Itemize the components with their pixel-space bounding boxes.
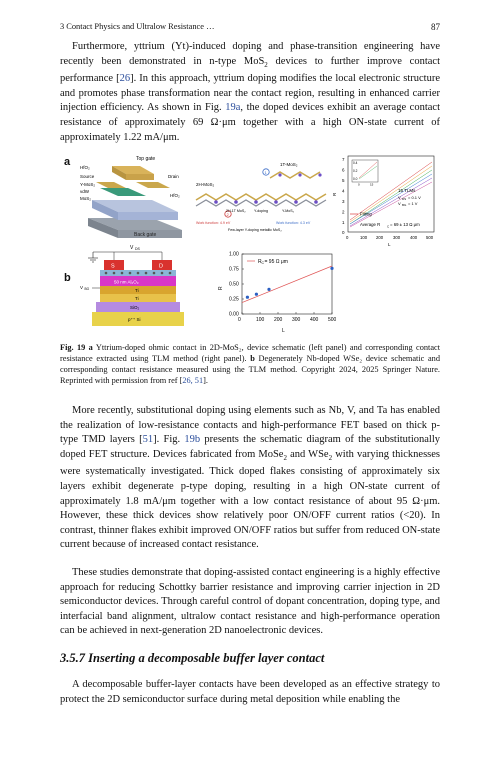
svg-text:300: 300 bbox=[393, 235, 401, 240]
legend-value: = 95 Ω μm bbox=[264, 258, 288, 265]
caption-citation-link[interactable]: 26, 51 bbox=[182, 376, 204, 385]
label-mos2: MoS₂ bbox=[80, 196, 91, 201]
svg-text:DS: DS bbox=[135, 247, 140, 251]
panel-a-legend-vbg: V bbox=[398, 201, 401, 206]
label-y-doping: Y-doping bbox=[254, 209, 269, 213]
svg-text:100: 100 bbox=[360, 235, 368, 240]
svg-text:0.4: 0.4 bbox=[353, 161, 358, 165]
panel-a-tlm-plot bbox=[332, 152, 438, 248]
data-point bbox=[255, 293, 258, 296]
label-ti-1: Ti bbox=[135, 288, 139, 293]
svg-text:0: 0 bbox=[358, 182, 360, 187]
figure-link[interactable]: 19a bbox=[225, 102, 241, 114]
svg-text:500: 500 bbox=[426, 235, 434, 240]
figure-19 bbox=[60, 150, 440, 336]
svg-text:0.2: 0.2 bbox=[353, 169, 358, 173]
panel-a-label: a bbox=[64, 156, 71, 168]
label-few-layer: Few-layer Y-doping metallic MoS₂ bbox=[228, 228, 282, 232]
svg-text:DS: DS bbox=[402, 197, 407, 201]
paragraph-1: Furthermore, yttrium (Yt)-induced doping and phase-transition engineering have recently been demonstrated in n-type MoS$_2$ devices to further improve contact performance [26]. In this approach, yttrium doping modifies the local electronic structure and promotes phase transformation near the contact region, resulting in enhanced carrier injection efficiency. As shown in Fig. 19a, the doped devices exhibit an average contact resistance of approximately 69 Ω·μm together with a high ON-state current of approximately 1.22 mA/μm. bbox=[60, 41, 441, 143]
chart-marks bbox=[229, 252, 336, 323]
figure-link-19b[interactable]: 19b bbox=[184, 434, 201, 446]
svg-text:7: 7 bbox=[342, 157, 345, 162]
y-tick-label: 1.00 bbox=[229, 251, 239, 258]
label-ti-2: Ti bbox=[135, 296, 139, 301]
panel-a-average-label: Average R bbox=[360, 222, 381, 227]
svg-text:2: 2 bbox=[342, 209, 345, 215]
label-vbg: V bbox=[80, 285, 84, 290]
legend-symbol: R bbox=[258, 258, 262, 265]
x-tick-label: 300 bbox=[292, 317, 301, 323]
wse2-lattice bbox=[105, 272, 172, 275]
label-top-gate: Top gate bbox=[136, 156, 156, 162]
panel-a-y-axis-label: R bbox=[332, 192, 337, 196]
label-source: Source bbox=[80, 174, 95, 179]
x-tick-label: 400 bbox=[310, 317, 319, 323]
label-vds: V bbox=[130, 245, 134, 251]
label-ymos2: Y-MoS₂ bbox=[80, 182, 96, 187]
panel-b-label: b bbox=[64, 272, 71, 284]
svg-text:15: 15 bbox=[370, 182, 374, 187]
panel-b-device-schematic bbox=[78, 242, 198, 336]
circle-marker-1: 1 bbox=[264, 169, 267, 175]
svg-text:3: 3 bbox=[342, 199, 345, 204]
panel-a-x-ticks bbox=[346, 235, 434, 240]
svg-text:0: 0 bbox=[346, 235, 349, 240]
chart-x-axis-label: L bbox=[282, 328, 285, 334]
label-al2o3: 50 nm Al₂O₃ bbox=[114, 279, 139, 285]
panel-b-tlm-chart bbox=[216, 250, 336, 334]
figure-caption: Fig. 19 a Yttrium-doped ohmic contact in 2D-MoS₂, device schematic (left panel) and corresponding contact resistance extracted using TLM method (right panel). b Degenerately Nb-doped WSe₂ device schematic and corresponding contact resistance measured using the TLM method. Copyright 2024, 2025 Springer Nature. Reprinted with permission from ref [26, 51]. bbox=[60, 343, 441, 385]
paragraph-2: More recently, substitutional doping using elements such as Nb, V, and Ta has enabled the realization of low-resistance contacts and high-performance FET based on thick p-type TMD layers [51]. Fig. 19b presents the schematic diagram of the substitutionally doped FET structure. Devices fabricated from MoSe$_2$ and WSe$_2$ with varying thicknesses were systematically investigated. Thick doped flakes consisting of approximately six layers exhibit degenerate p-type doping, resulting in a high ON-state current of approximately 1.8 mA/μm together with a low contact resistance of about 95 Ω·μm. However, these thick devices show relatively poor ON/OFF current ratios (<20). In contrast, thinner flakes exhibit improved ON/OFF ratios but suffer from reduced ON-state current because of increased contact resistance. bbox=[60, 405, 440, 551]
svg-text:= 0.1 V: = 0.1 V bbox=[408, 195, 421, 200]
label-hfo2-right: HfO₂ bbox=[170, 193, 180, 198]
y-tick-label: 0.25 bbox=[229, 296, 239, 303]
x-tick-label: 0 bbox=[238, 317, 241, 323]
label-source-contact: S bbox=[111, 263, 115, 270]
panel-a-average-value: = 69 ± 13 Ω μm bbox=[390, 222, 420, 227]
panel-a-fitting-label: Fitting bbox=[360, 211, 372, 217]
chapter-title: 3 Contact Physics and Ultralow Resistance … bbox=[60, 22, 215, 31]
circle-marker-2: 2 bbox=[226, 211, 229, 217]
label-work-function-2: Work function: 4.3 eV bbox=[276, 221, 311, 225]
fit-line bbox=[242, 266, 332, 303]
legend-subscript: C bbox=[261, 261, 265, 265]
page-number: 87 bbox=[431, 22, 440, 32]
label-2h-mos2: 2H-MoS₂ bbox=[196, 182, 215, 187]
caption-figure-label: Fig. 19 bbox=[60, 343, 86, 352]
citation-link[interactable]: 26 bbox=[119, 73, 131, 85]
running-header bbox=[60, 22, 440, 34]
label-y-mos2: Y-MoS₂ bbox=[282, 209, 295, 213]
label-drain: Drain bbox=[168, 174, 179, 179]
y-tick-label: 0.50 bbox=[229, 281, 239, 288]
panel-a-device-illustration bbox=[78, 152, 188, 244]
label-vdw: vdW bbox=[80, 189, 89, 194]
x-tick-label: 200 bbox=[274, 317, 283, 323]
label-back-gate: Back gate bbox=[134, 232, 157, 238]
data-point bbox=[267, 288, 270, 291]
svg-text:0.0: 0.0 bbox=[353, 177, 358, 181]
section-heading: 3.5.7 Inserting a decomposable buffer layer contact bbox=[60, 651, 325, 665]
label-hfo2-top: HfO₂ bbox=[80, 165, 90, 170]
atomic-lattice bbox=[196, 169, 326, 206]
paragraph-3: These studies demonstrate that doping-assisted contact engineering is a highly effective approach for reducing Schottky barrier resistance and improving carrier injection in 2D semiconductor devices. Through careful control of dopant concentration, doping type, and interfacial band alignment, ultralow contact resistance and high-performance operation can be achieved in next-generation 2D nanoelectronic devices. bbox=[60, 567, 440, 637]
panel-a-y-ticks bbox=[342, 157, 345, 235]
svg-text:1: 1 bbox=[342, 220, 345, 225]
y-tick-label: 0.75 bbox=[229, 266, 239, 273]
panel-a-inset bbox=[352, 160, 378, 187]
citation-link-51[interactable]: 51 bbox=[142, 434, 154, 446]
panel-a-atomic-schematic bbox=[192, 158, 330, 238]
panel-a-legend-vds: V bbox=[398, 195, 401, 200]
svg-text:0: 0 bbox=[342, 230, 345, 235]
svg-text:= 1 V: = 1 V bbox=[408, 201, 418, 206]
panel-a-legend-title: 15 TLMs bbox=[398, 188, 416, 193]
x-tick-label: 100 bbox=[256, 317, 265, 323]
paragraph-4: A decomposable buffer-layer contacts have been developed as an effective strategy to protect the 2D semiconductor surface during metal deposition while enabling the bbox=[60, 679, 440, 705]
svg-text:5: 5 bbox=[342, 178, 345, 183]
svg-text:C: C bbox=[387, 224, 390, 229]
svg-text:4: 4 bbox=[342, 188, 345, 194]
data-point bbox=[330, 267, 333, 270]
svg-text:200: 200 bbox=[376, 235, 384, 240]
data-point bbox=[246, 296, 249, 299]
label-si: p⁺⁺ Si bbox=[128, 317, 141, 322]
x-tick-label: 500 bbox=[328, 317, 336, 323]
label-work-function-1: Work function: 4.9 eV bbox=[196, 221, 231, 225]
label-drain-contact: D bbox=[159, 263, 163, 270]
panel-a-x-axis-label: L bbox=[388, 242, 391, 247]
svg-text:BG: BG bbox=[84, 287, 90, 291]
y-tick-label: 0.00 bbox=[229, 311, 239, 318]
svg-text:6: 6 bbox=[342, 167, 345, 173]
label-1t-mos2: 1T-MoS₂ bbox=[280, 162, 298, 167]
svg-text:BG: BG bbox=[402, 203, 407, 207]
chart-y-axis-label: R bbox=[218, 286, 224, 290]
label-2h-1t: 2H-1T MoS₂ bbox=[226, 209, 246, 213]
svg-text:400: 400 bbox=[410, 235, 418, 240]
label-sio2: SiO₂ bbox=[130, 305, 140, 310]
